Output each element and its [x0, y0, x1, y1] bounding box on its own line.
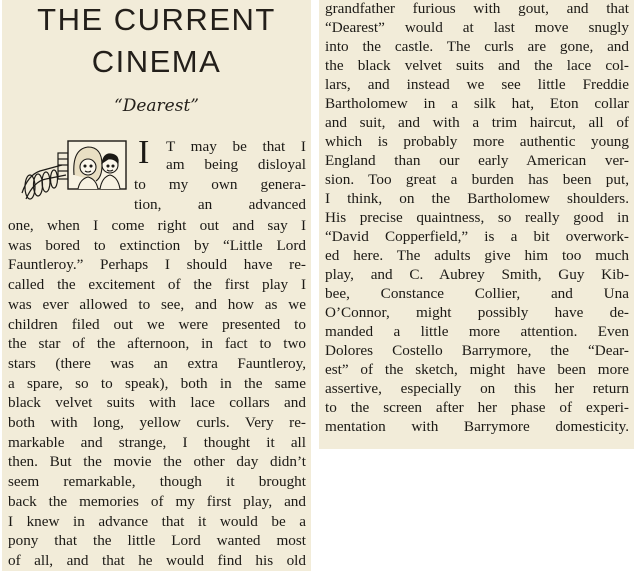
- film-strip-couple-illustration: [18, 135, 130, 203]
- article-line: to the screen after her phase of experi-: [325, 399, 629, 416]
- article-line: then. But the movie the other day didn’t: [8, 453, 306, 470]
- article-line: Bartholomew in a silk hat, Eton collar: [325, 95, 629, 112]
- article-line: est” of the sketch, might have been more: [325, 361, 629, 378]
- article-line: pony that the little Lord wanted most: [8, 532, 306, 549]
- film-strip-icon: [22, 153, 68, 199]
- article-line: of all, and that he would find his old: [8, 552, 306, 569]
- article-line: one, when I come right out and say I: [8, 217, 306, 234]
- article-line: am being disloyal: [166, 156, 306, 173]
- article-line: bee, Constance Collier, and Una: [325, 285, 629, 302]
- article-line: grandfather furious with gout, and that: [325, 0, 629, 17]
- article-line: called the excitement of the first play I: [8, 276, 306, 293]
- article-line: seem remarkable, though it brought: [8, 473, 306, 490]
- article-line: back the memories of my first play, and: [8, 493, 306, 510]
- article-line: black velvet suits with lace collars and: [8, 394, 306, 411]
- article-line: T may be that I: [166, 138, 306, 155]
- right-column: [319, 0, 634, 449]
- article-line: the star of the afternoon, in fact to two: [8, 335, 306, 352]
- article-line: children filed out we were presented to: [8, 316, 306, 333]
- article-line: sion. Too great a burden has been put,: [325, 171, 629, 188]
- article-line: “Dearest” would at last move snugly: [325, 19, 629, 36]
- page-title-line-2: CINEMA: [91, 44, 222, 79]
- article-line: I think, on the Bartholomew shoulders.: [325, 190, 629, 207]
- page-title-line-1: THE CURRENT: [37, 2, 276, 37]
- article-line: ed here. The adults give him too much: [325, 247, 629, 264]
- article-line: a spare, so to speak), both in the same: [8, 375, 306, 392]
- review-subtitle: “Dearest”: [114, 96, 199, 116]
- article-line: lars, and instead we see little Freddie: [325, 76, 629, 93]
- article-line: “David Copperfield,” is a bit overwork-: [325, 228, 629, 245]
- article-line: stars (there was an extra Fauntleroy,: [8, 355, 306, 372]
- article-line: markable and strange, I thought it all: [8, 434, 306, 451]
- article-line: play, and C. Aubrey Smith, Guy Kib-: [325, 266, 629, 283]
- article-line: Dolores Costello Barrymore, the “Dear-: [325, 342, 629, 359]
- article-line: into the castle. The curls are gone, and: [325, 38, 629, 55]
- article-line: O’Connor, might possibly have de-: [325, 304, 629, 321]
- article-line: was bored to extinction by “Little Lord: [8, 237, 306, 254]
- article-line: His precise quaintness, so really good in: [325, 209, 629, 226]
- article-line: was ever allowed to see, and how as we: [8, 296, 306, 313]
- article-line: and suit, and with a trim haircut, all of: [325, 114, 629, 131]
- article-line: mentation with Barrymore domesticity.: [325, 418, 629, 435]
- article-line: I knew in advance that it would be a: [8, 513, 306, 530]
- article-line: both with long, yellow curls. Very re-: [8, 414, 306, 431]
- article-line: to my own genera-: [134, 176, 306, 193]
- article-line: the black velvet suits and the lace col-: [325, 57, 629, 74]
- article-line: England than our early American ver-: [325, 152, 629, 169]
- article-line: which is probably more authentic young: [325, 133, 629, 150]
- article-line: manded a little more attention. Even: [325, 323, 629, 340]
- article-line: tion, an advanced: [134, 196, 306, 213]
- article-line: Fauntleroy.” Perhaps I should have re-: [8, 256, 306, 273]
- article-line: assertive, especially on this her return: [325, 380, 629, 397]
- drop-cap: I: [138, 134, 150, 171]
- left-column: [2, 0, 311, 571]
